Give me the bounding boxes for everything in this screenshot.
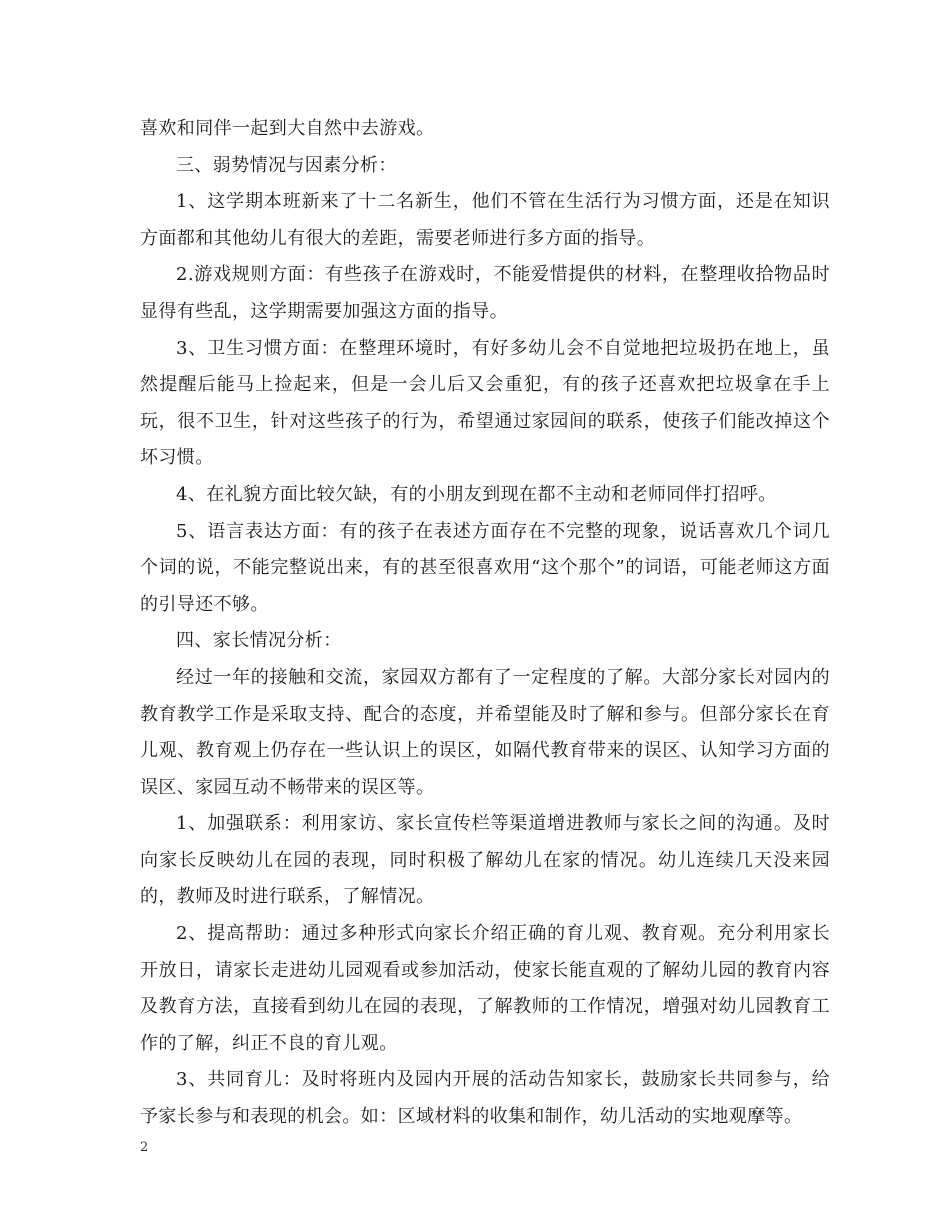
section-heading-weakness: 三、弱势情况与因素分析： (176, 154, 397, 176)
paragraph-6: 4、在礼貌方面比较欠缺，有的小朋友到现在都不主动和老师同伴打招呼。 (176, 483, 777, 505)
paragraph-9: 经过一年的接触和交流，家园双方都有了一定程度的了解。大部分家长对园内的教育教学工作是采取支持、配合的态度，并希望能及时了解和参与。但部分家长在育儿观、教育观上仍存在一些认识上的误区，如隔代教育带来的误区、认知学习方面的误区、家园互动不畅带来的误区等。 (140, 666, 830, 798)
paragraph-5: 3、卫生习惯方面：在整理环境时，有好多幼儿会不自觉地把垃圾扔在地上，虽然提醒后能马上捡起来，但是一会儿后又会重犯，有的孩子还喜欢把垃圾拿在手上玩，很不卫生，针对这些孩子的行为，希望通过家园间的联系，使孩子们能改掉这个坏习惯。 (140, 337, 830, 469)
paragraph-7: 5、语言表达方面：有的孩子在表述方面存在不完整的现象，说话喜欢几个词几个词的说，不能完整说出来，有的甚至很喜欢用“这个那个”的词语，可能老师这方面的引导还不够。 (140, 520, 830, 615)
paragraph-11: 2、提高帮助：通过多种形式向家长介绍正确的育儿观、教育观。充分利用家长开放日，请家长走进幼儿园观看或参加活动，使家长能直观的了解幼儿园的教育内容及教育方法，直接看到幼儿在园的表现，了解教师的工作情况，增强对幼儿园教育工作的了解，纠正不良的育儿观。 (140, 923, 830, 1054)
document-body (140, 111, 830, 1136)
paragraph-1: 喜欢和同伴一起到大自然中去游戏。 (140, 118, 435, 139)
paragraph-3: 1、这学期本班新来了十二名新生，他们不管在生活行为习惯方面，还是在知识方面都和其他幼儿有很大的差距，需要老师进行多方面的指导。 (140, 191, 830, 249)
page-number: 2 (140, 1140, 149, 1155)
paragraph-4: 2.游戏规则方面：有些孩子在游戏时，不能爱惜提供的材料，在整理收拾物品时显得有些乱，这学期需要加强这方面的指导。 (140, 264, 830, 322)
paragraph-12: 3、共同育儿：及时将班内及园内开展的活动告知家长，鼓励家长共同参与，给予家长参与和表现的机会。如：区域材料的收集和制作，幼儿活动的实地观摩等。 (140, 1069, 830, 1128)
section-heading-parents: 四、家长情况分析： (176, 630, 342, 652)
paragraph-10: 1、加强联系：利用家访、家长宣传栏等渠道增进教师与家长之间的沟通。及时向家长反映幼儿在园的表现，同时积极了解幼儿在家的情况。幼儿连续几天没来园的，教师及时进行联系，了解情况。 (140, 813, 830, 908)
